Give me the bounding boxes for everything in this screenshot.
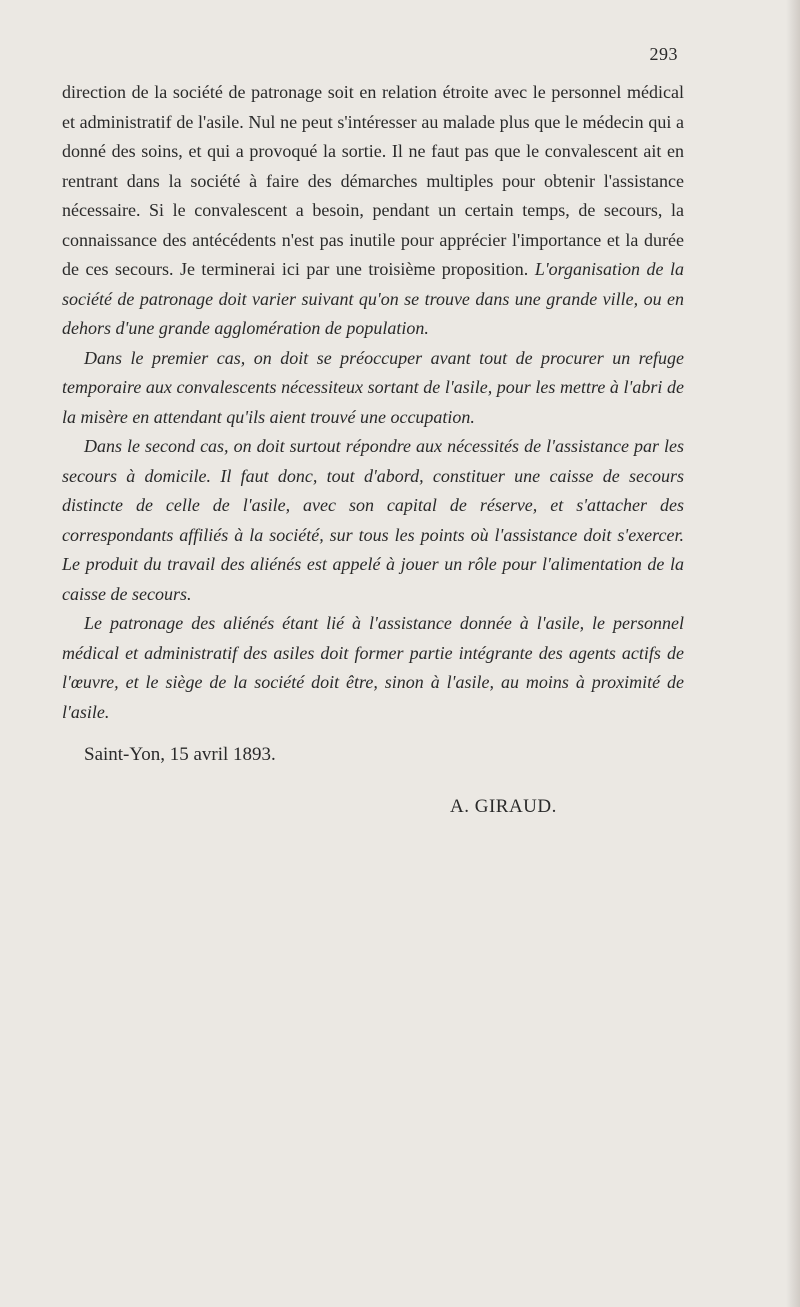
paragraph-1-italic-proposition: L'organisation de la société de patronage doit varier suivant qu'on se trouve dans une grande ville, ou en dehors d'une grande agglomération de population. <box>62 259 684 338</box>
page-edge-shadow <box>786 0 800 1307</box>
paragraph-4: Le patronage des aliénés étant lié à l'assistance donnée à l'asile, le personnel médical et administratif des asiles doit former partie intégrante des agents actifs de l'œuvre, et le siège de la société doit être, sinon à l'asile, au moins à proximité de l'asile. <box>62 613 684 722</box>
body-text <box>62 78 684 821</box>
paragraph-1-roman: direction de la société de patronage soit en relation étroite avec le personnel médical et administratif de l'asile. Nul ne peut s'intéresser au malade plus que le médecin qui a donné des soins, et qui a provoqué la sortie. Il ne faut pas que le convalescent ait en rentrant dans la société à faire des démarches multiples pour obtenir l'assistance nécessaire. Si le convalescent a besoin, pendant un certain temps, de secours, la connaissance des antécédents n'est pas inutile pour apprécier l'importance et la durée de ces secours. Je terminerai ici par une troisième proposition. <box>62 82 684 279</box>
page-number: 293 <box>649 44 678 64</box>
paragraph-1 <box>62 78 684 344</box>
paragraph-3: Dans le second cas, on doit surtout répondre aux nécessités de l'assistance par les secours à domicile. Il faut donc, tout d'abord, constituer une caisse de secours distincte de celle de l'asile, avec son capital de réserve, et s'attacher des correspondants affiliés à la société, sur tous les points où l'assistance doit s'exercer. Le produit du travail des aliénés est appelé à jouer un rôle pour l'alimentation de la caisse de secours. <box>62 436 684 604</box>
paragraph-2: Dans le premier cas, on doit se préoccuper avant tout de procurer un refuge temporaire aux convalescents nécessiteux sortant de l'asile, pour les mettre à l'abri de la misère en attendant qu'ils aient trouvé une occupation. <box>62 347 684 427</box>
author-signature: A. GIRAUD. <box>450 795 557 817</box>
dateline: Saint-Yon, 15 avril 1893. <box>84 744 276 765</box>
